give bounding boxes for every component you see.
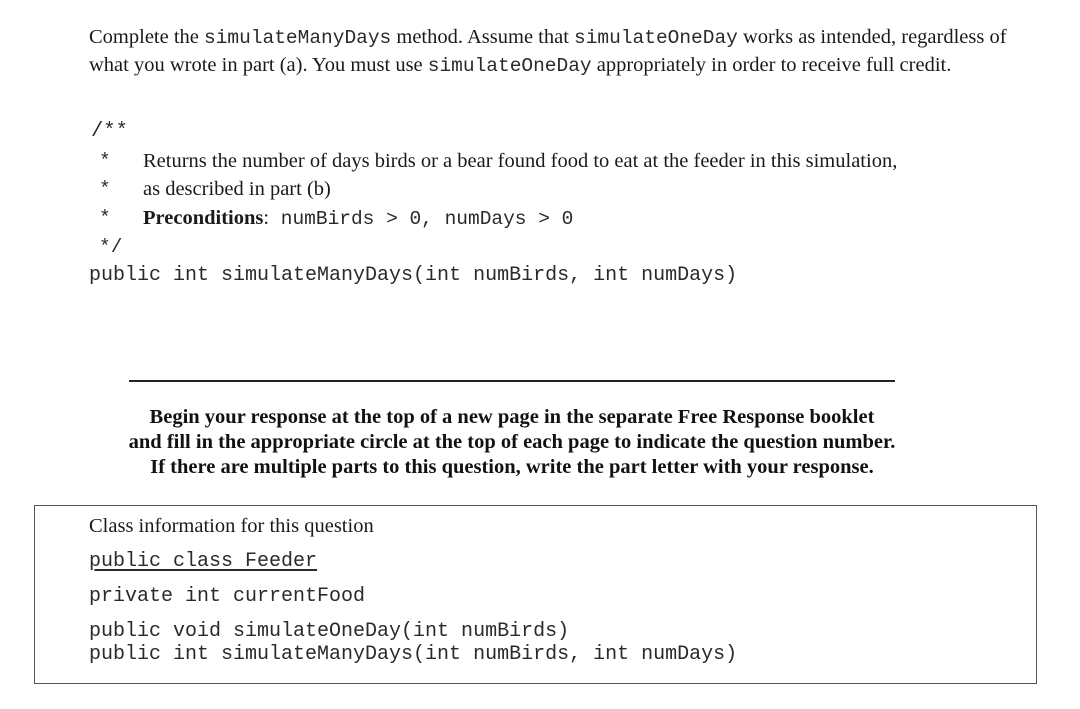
response-notice [60, 405, 964, 480]
preconditions-label: Preconditions [143, 207, 264, 229]
javadoc-open: /** [91, 120, 128, 143]
class-field: private int currentFood [89, 585, 366, 608]
class-declaration: public class Feeder [89, 550, 318, 573]
intro-text-4: appropriately in order to receive full credit. [591, 54, 952, 76]
javadoc-star-3: * [99, 207, 111, 229]
intro-text-1: Complete the [89, 26, 205, 48]
horizontal-divider [129, 380, 895, 382]
javadoc-star-1: * [99, 150, 111, 172]
notice-line-2: and fill in the appropriate circle at the top of each page to indicate the question number. [128, 431, 896, 453]
class-info-heading: Class information for this question [89, 515, 374, 537]
intro-text-3: works as intended, regardless of what you wrote in part (a). You must use [89, 26, 1007, 76]
code-simulate-one-day-2: simulateOneDay [427, 55, 592, 77]
code-simulate-one-day: simulateOneDay [574, 27, 738, 49]
preconditions-code: numBirds > 0, numDays > 0 [269, 208, 574, 230]
preconditions-colon: : [263, 207, 270, 229]
notice-line-1: Begin your response at the top of a new page in the separate Free Response booklet [149, 406, 875, 428]
notice-line-3: If there are multiple parts to this question, write the part letter with your response. [150, 456, 874, 478]
javadoc-description-line-2: as described in part (b) [143, 178, 331, 200]
class-information-box [34, 505, 1037, 684]
javadoc-star-2: * [99, 178, 111, 200]
javadoc-description-line-1: Returns the number of days birds or a bear found food to eat at the feeder in this simulation, [143, 150, 898, 172]
question-instructions [89, 24, 1039, 80]
intro-text-2: method. Assume that [391, 26, 575, 48]
method-simulate-one-day: public void simulateOneDay(int numBirds) [89, 620, 570, 643]
code-simulate-many-days: simulateManyDays [204, 27, 392, 49]
javadoc-close: */ [99, 236, 123, 258]
method-signature: public int simulateManyDays(int numBirds, int numDays) [89, 264, 738, 287]
method-simulate-many-days: public int simulateManyDays(int numBirds, int numDays) [89, 643, 738, 666]
javadoc-preconditions [143, 207, 573, 230]
